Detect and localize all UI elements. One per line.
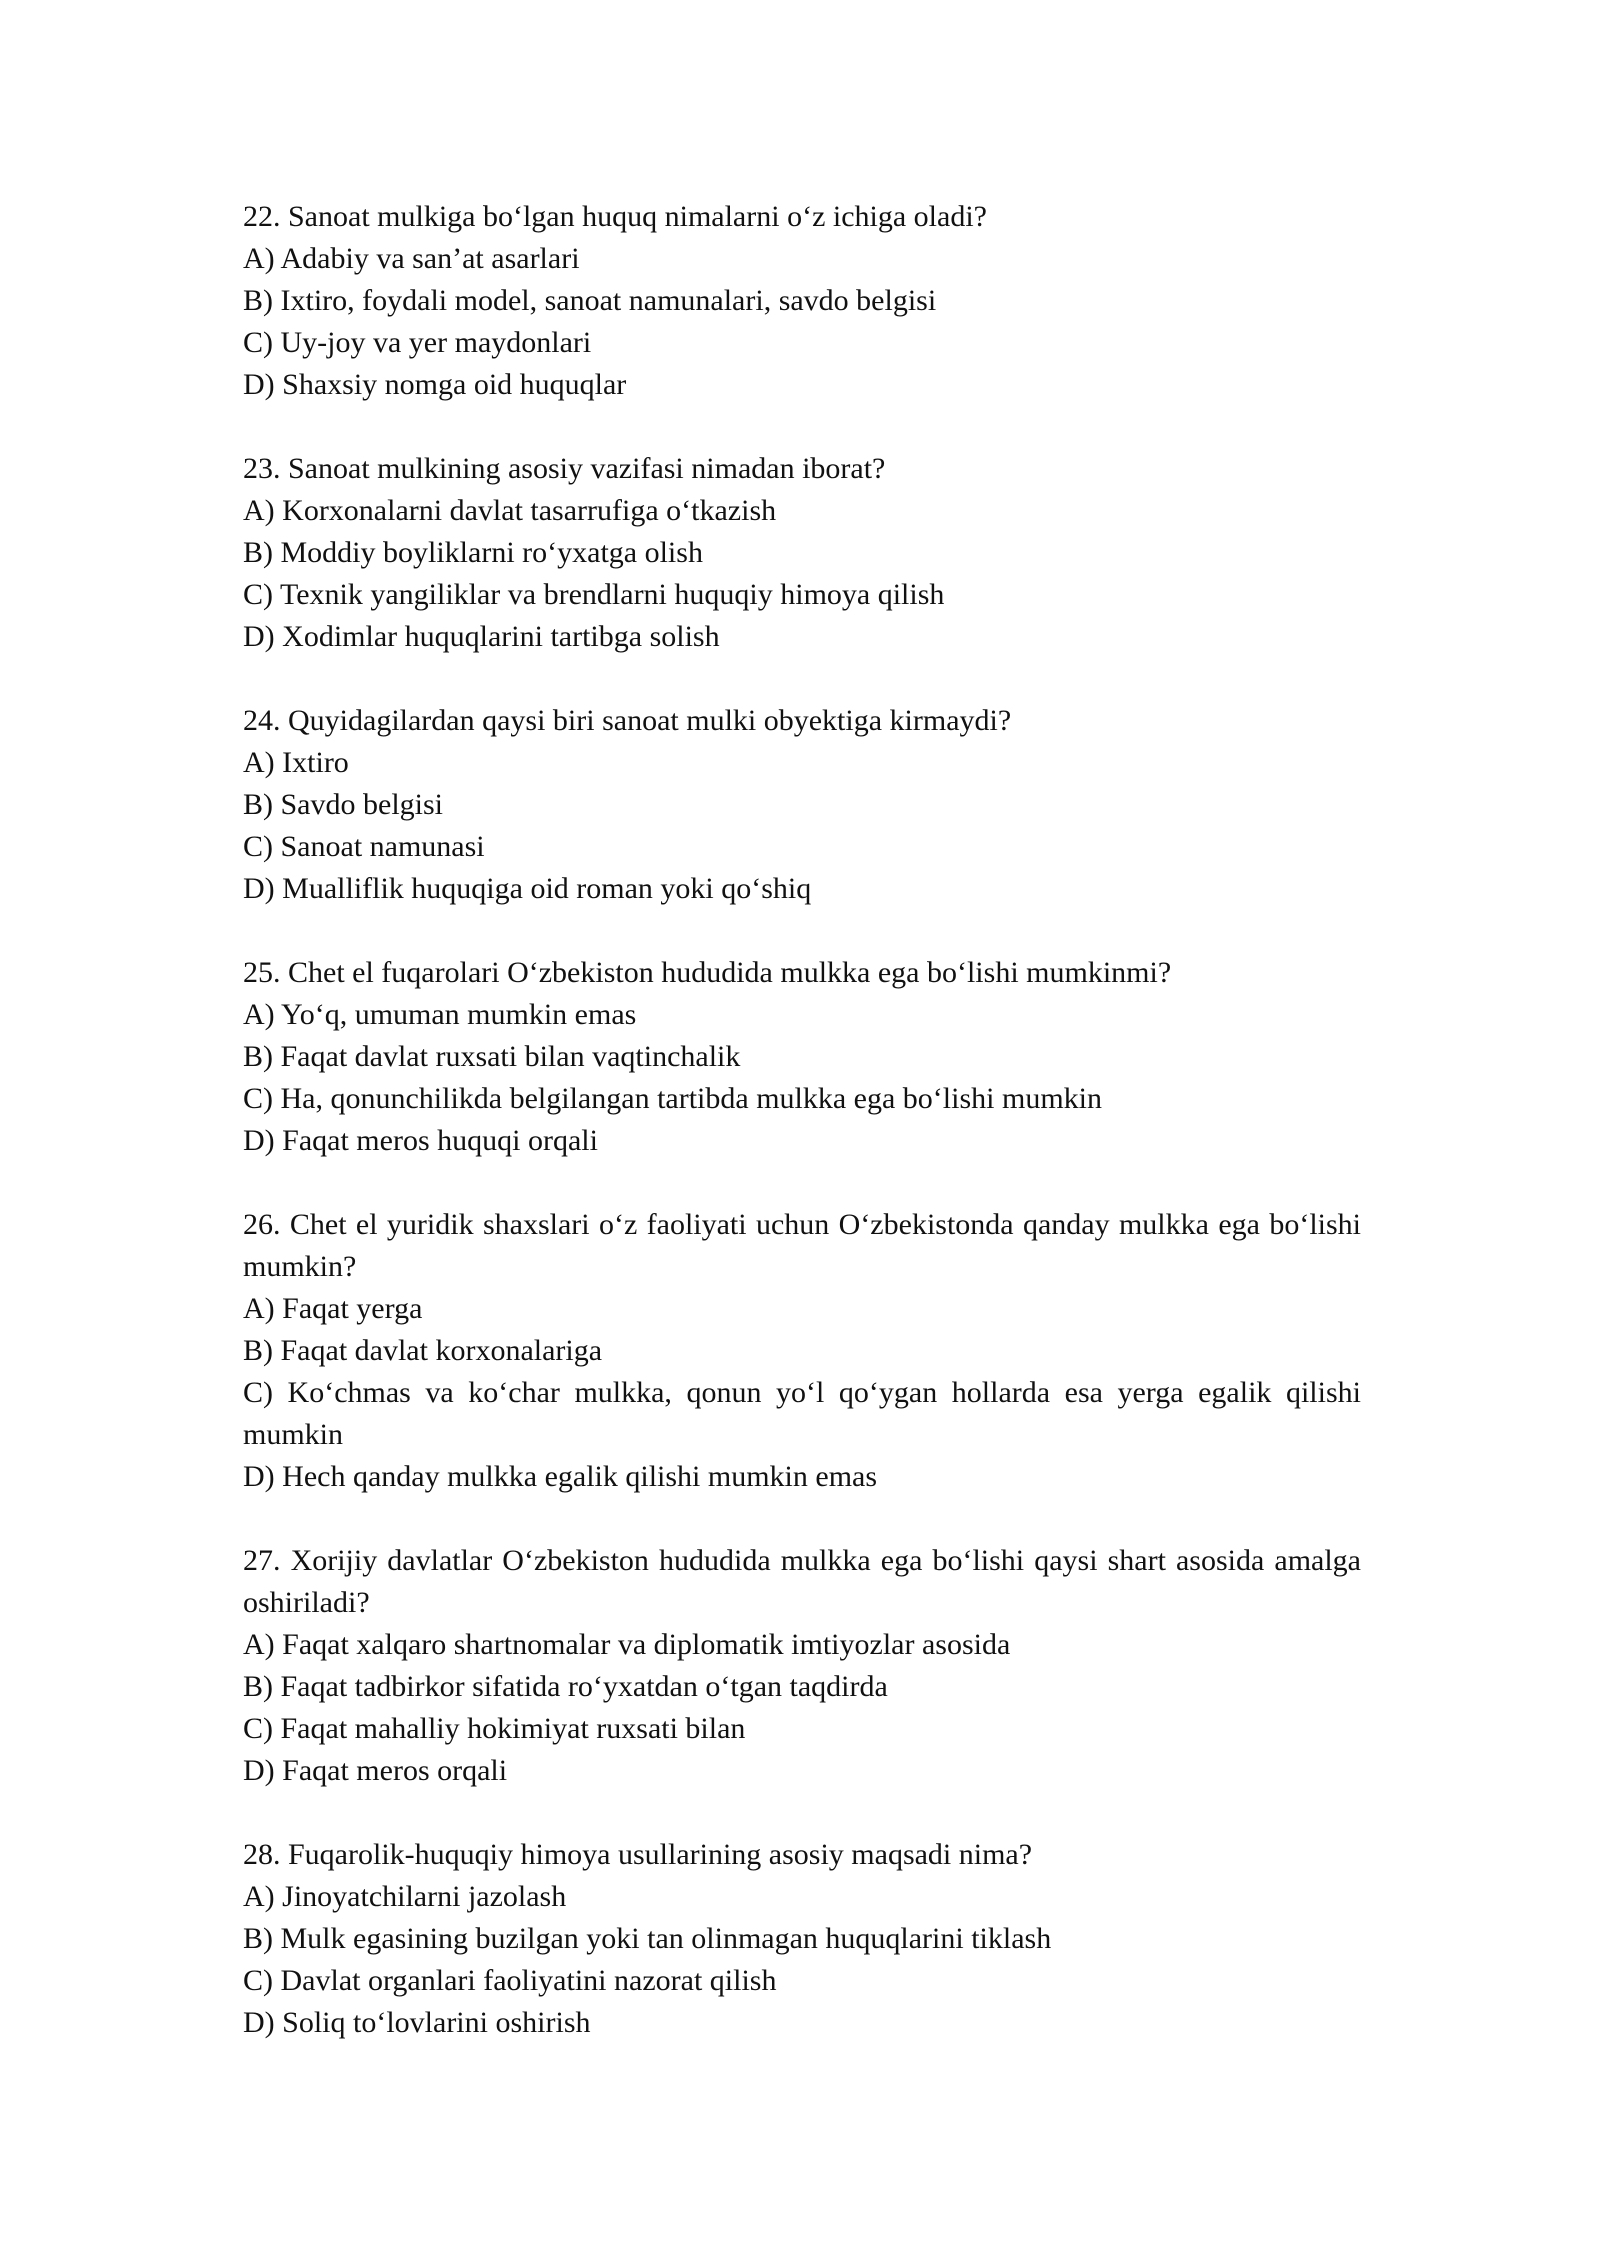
answer-option-d: D) Faqat meros orqali (243, 1754, 508, 1787)
answer-option-d: D) Faqat meros huquqi orqali (243, 1124, 598, 1157)
answer-option-d: D) Shaxsiy nomga oid huquqlar (243, 368, 627, 401)
answer-option-a: A) Ixtiro (243, 746, 349, 779)
answer-option-b: B) Moddiy boyliklarni ro‘yxatga olish (243, 536, 703, 569)
question-27 (243, 1540, 1361, 1792)
answer-option-a: A) Yo‘q, umuman mumkin emas (243, 998, 637, 1031)
answer-option-c: C) Ko‘chmas va ko‘char mulkka, qonun yo‘l qo‘ygan hollarda esa yerga egalik qilishi mumkin (243, 1376, 1361, 1451)
answer-option-a: A) Faqat yerga (243, 1292, 423, 1325)
answer-option-b: B) Faqat davlat korxonalariga (243, 1334, 603, 1367)
answer-option-a: A) Korxonalarni davlat tasarrufiga o‘tkazish (243, 494, 777, 527)
question-text: 24. Quyidagilardan qaysi biri sanoat mulki obyektiga kirmaydi? (243, 704, 1012, 737)
answer-option-a: A) Jinoyatchilarni jazolash (243, 1880, 567, 1913)
answer-option-c: C) Ha, qonunchilikda belgilangan tartibda mulkka ega bo‘lishi mumkin (243, 1082, 1102, 1115)
question-text: 26. Chet el yuridik shaxslari o‘z faoliyati uchun O‘zbekistonda qanday mulkka ega bo‘lishi mumkin? (243, 1208, 1361, 1283)
answer-option-a: A) Faqat xalqaro shartnomalar va diplomatik imtiyozlar asosida (243, 1628, 1011, 1661)
answer-option-d: D) Xodimlar huquqlarini tartibga solish (243, 620, 720, 653)
answer-option-d: D) Soliq to‘lovlarini oshirish (243, 2006, 591, 2039)
question-23 (243, 448, 1361, 658)
answer-option-c: C) Davlat organlari faoliyatini nazorat qilish (243, 1964, 777, 1997)
answer-option-a: A) Adabiy va san’at asarlari (243, 242, 580, 275)
answer-option-b: B) Ixtiro, foydali model, sanoat namunalari, savdo belgisi (243, 284, 937, 317)
answer-option-c: C) Faqat mahalliy hokimiyat ruxsati bilan (243, 1712, 746, 1745)
answer-option-c: C) Sanoat namunasi (243, 830, 485, 863)
question-text: 22. Sanoat mulkiga bo‘lgan huquq nimalarni o‘z ichiga oladi? (243, 200, 987, 233)
answer-option-b: B) Faqat davlat ruxsati bilan vaqtinchalik (243, 1040, 741, 1073)
question-26 (243, 1204, 1361, 1498)
answer-option-d: D) Mualliflik huquqiga oid roman yoki qo‘shiq (243, 872, 812, 905)
answer-option-c: C) Uy-joy va yer maydonlari (243, 326, 592, 359)
answer-option-c: C) Texnik yangiliklar va brendlarni huquqiy himoya qilish (243, 578, 945, 611)
question-24 (243, 700, 1361, 910)
answer-option-b: B) Savdo belgisi (243, 788, 443, 821)
answer-option-d: D) Hech qanday mulkka egalik qilishi mumkin emas (243, 1460, 878, 1493)
question-22 (243, 196, 1361, 406)
question-28 (243, 1834, 1361, 2044)
question-text: 25. Chet el fuqarolari O‘zbekiston hududida mulkka ega bo‘lishi mumkinmi? (243, 956, 1172, 989)
question-text: 27. Xorijiy davlatlar O‘zbekiston hududida mulkka ega bo‘lishi qaysi shart asosida amalga oshiriladi? (243, 1544, 1361, 1619)
question-text: 23. Sanoat mulkining asosiy vazifasi nimadan iborat? (243, 452, 886, 485)
answer-option-b: B) Faqat tadbirkor sifatida ro‘yxatdan o‘tgan taqdirda (243, 1670, 888, 1703)
answer-option-b: B) Mulk egasining buzilgan yoki tan olinmagan huquqlarini tiklash (243, 1922, 1052, 1955)
question-list (243, 196, 1361, 2086)
question-25 (243, 952, 1361, 1162)
question-text: 28. Fuqarolik-huquqiy himoya usullarining asosiy maqsadi nima? (243, 1838, 1033, 1871)
